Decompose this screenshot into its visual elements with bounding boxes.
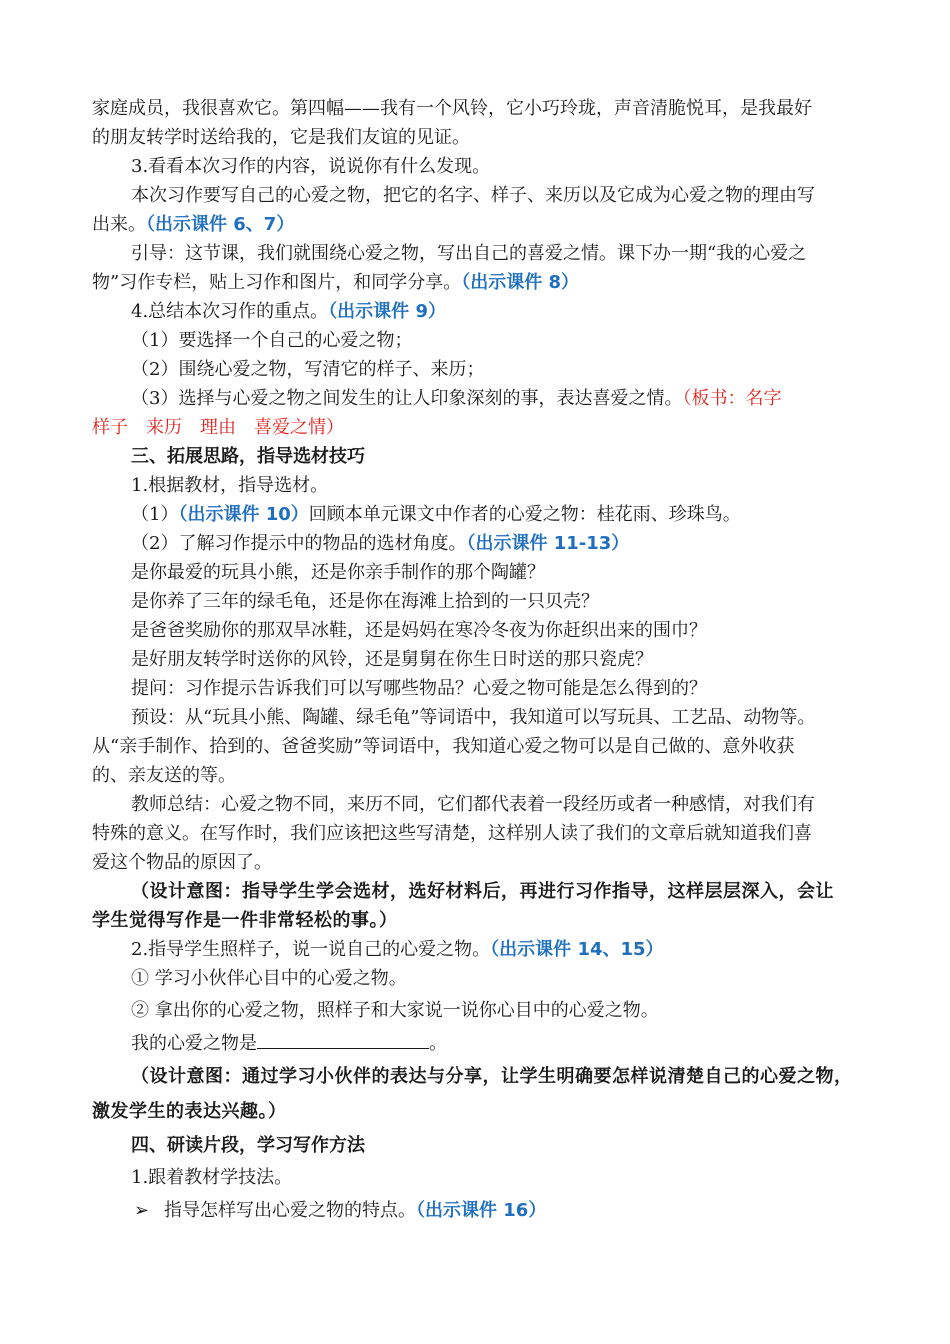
heading-text: 四、研读片段，学习写作方法 <box>131 1135 365 1156</box>
courseware-note: （出示课件 16） <box>416 1200 547 1221</box>
paragraph-line <box>92 415 950 441</box>
paragraph-line <box>131 473 950 499</box>
text-run: 的朋友转学时送给我的，它是我们友谊的见证。 <box>92 127 470 148</box>
design-intent-line <box>131 1064 950 1090</box>
text-run: 预设：从“玩具小熊、陶罐、绿毛龟”等词语中，我知道可以写玩具、工艺品、动物等。 <box>131 707 816 728</box>
text-run: 出来。 <box>92 214 146 235</box>
text-run: 教师总结：心爱之物不同，来历不同，它们都代表着一段经历或者一种感情，对我们有 <box>131 794 815 815</box>
paragraph-line <box>131 705 950 731</box>
courseware-note: （出示课件 10） <box>178 504 309 525</box>
paragraph-line <box>92 212 950 238</box>
courseware-note: （出示课件 8） <box>461 272 579 293</box>
quote-line <box>131 560 950 586</box>
design-intent-line <box>92 1099 950 1125</box>
text-run: 回顾本单元课文中作者的心爱之物：桂花雨、珍珠鸟。 <box>308 504 741 525</box>
paragraph-line <box>131 386 950 412</box>
paragraph-line <box>131 998 950 1024</box>
text-run: （2）围绕心爱之物，写清它的样子、来历； <box>131 359 485 380</box>
text-run: 。 <box>429 1033 447 1054</box>
section-heading <box>131 1133 950 1159</box>
paragraph-line <box>131 241 950 267</box>
courseware-note: （出示课件 11-13） <box>466 533 630 554</box>
blackboard-note: 样子 来历 理由 喜爱之情） <box>92 417 344 438</box>
paragraph-line <box>92 96 950 122</box>
quote-line <box>131 618 950 644</box>
text-run: 从“亲手制作、拾到的、爸爸奖励”等词语中，我知道心爱之物可以是自己做的、意外收获 <box>92 736 795 757</box>
text-run: 物”习作专栏，贴上习作和图片，和同学分享。 <box>92 272 462 293</box>
paragraph-line <box>92 821 950 847</box>
paragraph-line <box>92 734 950 760</box>
arrow-bullet-icon: ➢ <box>134 1200 150 1221</box>
paragraph-line <box>92 270 950 296</box>
heading-text: 三、拓展思路，指导选材技巧 <box>131 446 365 467</box>
paragraph-line <box>131 966 950 992</box>
paragraph-line <box>92 850 950 876</box>
text-run: 本次习作要写自己的心爱之物，把它的名字、样子、来历以及它成为心爱之物的理由写 <box>131 185 815 206</box>
text-run: （1）要选择一个自己的心爱之物； <box>131 330 413 351</box>
text-run: 4.总结本次习作的重点。 <box>131 301 329 322</box>
design-intent-line <box>131 879 950 905</box>
paragraph-line <box>131 154 950 180</box>
text-run: 3.看看本次习作的内容，说说你有什么发现。 <box>131 156 491 177</box>
text-run: 特殊的意义。在写作时，我们应该把这些写清楚，这样别人读了我们的文章后就知道我们喜 <box>92 823 812 844</box>
text-run: 指导怎样写出心爱之物的特点。 <box>164 1200 416 1221</box>
text-run: 是爸爸奖励你的那双旱冰鞋，还是妈妈在寒冷冬夜为你赶织出来的围巾？ <box>131 620 707 641</box>
text-run: 是你最爱的玩具小熊，还是你亲手制作的那个陶罐？ <box>131 562 545 583</box>
text-run: （2）了解习作提示中的物品的选材角度。 <box>131 533 467 554</box>
text-run: 我的心爱之物是 <box>131 1033 257 1054</box>
paragraph-line <box>131 676 950 702</box>
paragraph-line <box>92 763 950 789</box>
fill-in-line <box>131 1030 950 1057</box>
text-run: （设计意图：指导学生学会选材，选好材料后，再进行习作指导，这样层层深入，会让 <box>131 881 834 902</box>
paragraph-line <box>131 792 950 818</box>
design-intent-line <box>92 908 950 934</box>
text-run: 提问：习作提示告诉我们可以写哪些物品？心爱之物可能是怎么得到的？ <box>131 678 707 699</box>
text-run: 激发学生的表达兴趣。） <box>92 1101 287 1122</box>
courseware-note: （出示课件 6、7） <box>146 214 295 235</box>
text-run: 家庭成员，我很喜欢它。第四幅——我有一个风铃，它小巧玲珑，声音清脆悦耳，是我最好 <box>92 98 812 119</box>
text-run: 1.根据教材，指导选材。 <box>131 475 329 496</box>
paragraph-line <box>131 357 950 383</box>
text-run: 爱这个物品的原因了。 <box>92 852 272 873</box>
text-run: 的、亲友送的等。 <box>92 765 236 786</box>
text-run: 2.指导学生照样子，说一说自己的心爱之物。 <box>131 939 491 960</box>
paragraph-line <box>131 502 950 528</box>
paragraph-line <box>92 125 950 151</box>
text-run: 1.跟着教材学技法。 <box>131 1167 293 1188</box>
paragraph-line <box>131 299 950 325</box>
courseware-note: （出示课件 9） <box>328 301 446 322</box>
text-run: （3）选择与心爱之物之间发生的让人印象深刻的事，表达喜爱之情。 <box>131 388 683 409</box>
paragraph-line <box>131 183 950 209</box>
quote-line <box>131 647 950 673</box>
quote-line <box>131 589 950 615</box>
text-run: （设计意图：通过学习小伙伴的表达与分享，让学生明确要怎样说清楚自己的心爱之物， <box>131 1066 853 1087</box>
blackboard-note: （板书：名字 <box>682 388 782 409</box>
text-run: （1） <box>131 504 179 525</box>
text-run: ① 学习小伙伴心目中的心爱之物。 <box>131 968 407 989</box>
bullet-line <box>134 1198 950 1224</box>
text-run: 是你养了三年的绿毛龟，还是你在海滩上拾到的一只贝壳？ <box>131 591 599 612</box>
courseware-note: （出示课件 14、15） <box>490 939 664 960</box>
section-heading <box>131 444 950 470</box>
paragraph-line <box>131 937 950 963</box>
paragraph-line <box>131 531 950 557</box>
paragraph-line <box>131 1165 950 1191</box>
text-run: ② 拿出你的心爱之物，照样子和大家说一说你心目中的心爱之物。 <box>131 1000 659 1021</box>
text-run: 引导：这节课，我们就围绕心爱之物，写出自己的喜爱之情。课下办一期“我的心爱之 <box>131 243 807 264</box>
paragraph-line <box>131 328 950 354</box>
fill-in-blank <box>257 1030 429 1049</box>
text-run: 学生觉得写作是一件非常轻松的事。） <box>92 910 398 931</box>
text-run: 是好朋友转学时送你的风铃，还是舅舅在你生日时送的那只瓷虎？ <box>131 649 653 670</box>
